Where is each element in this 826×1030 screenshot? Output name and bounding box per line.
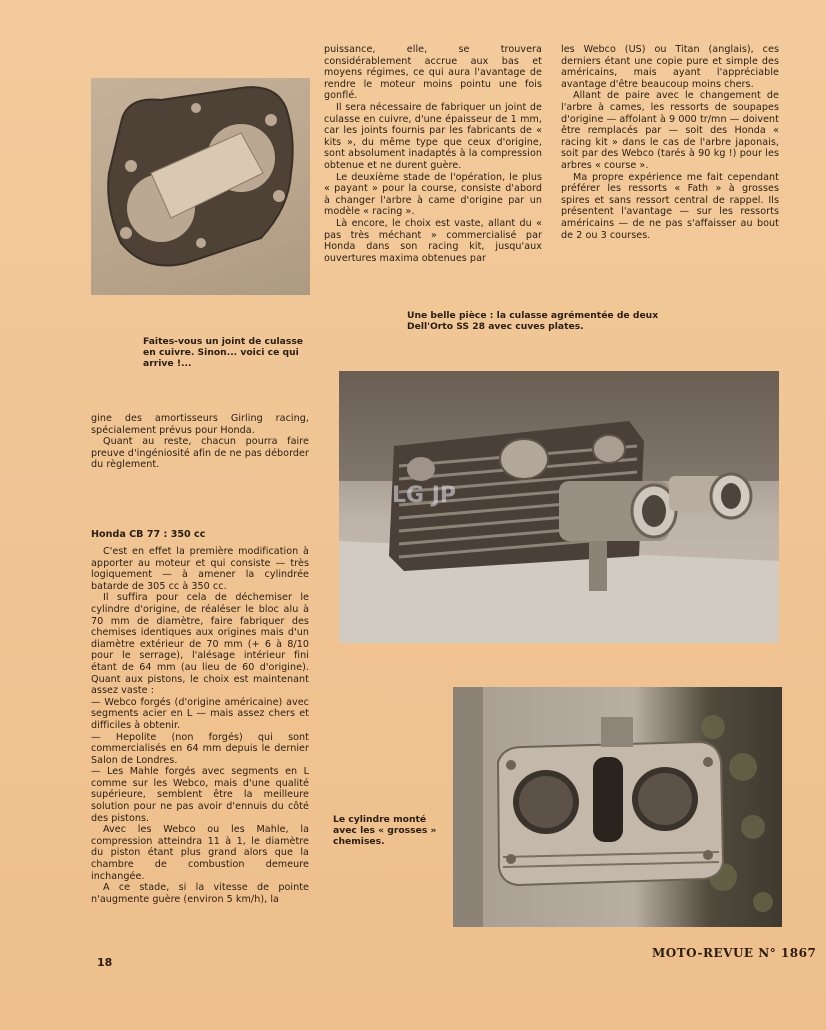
paragraph: Il suffira pour cela de déchemiser le cylindre d'origine, de réaléser le bloc alu à 70 mm de diamètre, faire fabriquer des chemises identiques aux origines mais d'un diamètre extérieur de 70 mm (+ 6 à 8/10 pour le serrage), l'alésage intérieur fini étant de 64 mm (au lieu de 60 d'origine). Quant aux pistons, le choix est maintenant assez vaste : — [91, 592, 309, 697]
caption-cylinder: Le cylindre monté avec les « grosses » chemises. — [333, 814, 437, 847]
column-right-top — [561, 44, 779, 241]
paragraph: A ce stade, si la vitesse de pointe n'augmente guère (environ 5 km/h), la — [91, 882, 309, 905]
paragraph: C'est en effet la première modification à apporter au moteur et qui consiste — très logiquement — à amener la cylindrée batarde de 305 cc à 350 cc. — [91, 546, 309, 592]
photo-cylinder-head — [339, 371, 779, 643]
paragraph: Quant au reste, chacun pourra faire preuve d'ingéniosité afin de ne pas déborder du règlement. — [91, 436, 309, 471]
column-left-middle — [91, 413, 309, 471]
paragraph: Avec les Webco ou les Mahle, la compression atteindra 11 à 1, le diamètre du piston étant plus grand alors que la chambre de combustion demeure inchangée. — [91, 824, 309, 882]
paragraph: Allant de paire avec le changement de l'arbre à cames, les ressorts de soupapes d'origine — affolant à 9 000 tr/mn — doivent être remplacés par — soit des Honda « racing kit » dans le cas de l'arbre japonais, soit par des Webco (tarés à 90 kg !) pour les arbres « course ». — [561, 90, 779, 171]
page-number: 18 — [97, 956, 113, 969]
paragraph: Il sera nécessaire de fabriquer un joint de culasse en cuivre, d'une épaisseur de 1 mm, car les joints fournis par les fabricants de « kits », du même type que ceux d'origine, sont absolument inadaptés à la compression obtenue et ne durent guère. — [324, 101, 542, 171]
column-center-top — [324, 44, 542, 264]
paragraph: — Les Mahle forgés avec segments en L comme sur les Webco, mais d'une qualité supérieure, semblent être la meilleure solution pour ne pas avoir d'ennuis du côté des pistons. — [91, 766, 309, 824]
photo-cylinder-block — [453, 687, 782, 927]
paragraph: Ma propre expérience me fait cependant préférer les ressorts « Fath » à grosses spires et sans ressort central de rappel. Ils présentent l'avantage — sur les ressorts américains — de ne pas s'affaisser au bout de 2 ou 3 courses. — [561, 171, 779, 241]
paragraph: gine des amortisseurs Girling racing, spécialement prévus pour Honda. — [91, 413, 309, 436]
caption-gasket: Faites-vous un joint de culasse en cuivre. Sinon... voici ce qui arrive !... — [143, 336, 304, 369]
section-heading: Honda CB 77 : 350 cc — [91, 529, 206, 540]
paragraph: — Webco forgés (d'origine américaine) avec segments acier en L — mais assez chers et difficiles à obtenir. — [91, 696, 309, 731]
watermark: LG JP — [391, 483, 457, 508]
column-left-bottom — [91, 546, 309, 905]
photo-burnt-gasket — [91, 78, 310, 295]
paragraph: les Webco (US) ou Titan (anglais), ces derniers étant une copie pure et simple des américains, mais ayant l'appréciable avantage d'être beaucoup moins chers. — [561, 44, 779, 90]
paragraph: — Hepolite (non forgés) qui sont commercialisés en 64 mm depuis le dernier Salon de Londres. — [91, 731, 309, 766]
paragraph: Là encore, le choix est vaste, allant du « pas très méchant » commercialisé par Honda dans son racing kit, jusqu'aux ouvertures maxima obtenues par — [324, 217, 542, 264]
paragraph: Le deuxième stade de l'opération, le plus « payant » pour la course, consiste d'abord à changer l'arbre à came d'origine par un modèle « racing ». — [324, 171, 542, 218]
paragraph: puissance, elle, se trouvera considérablement accrue aux bas et moyens régimes, ce qui aura l'avantage de rendre le moteur moins pointu une fois gonflé. — [324, 44, 542, 102]
caption-cylinder-head: Une belle pièce : la culasse agrémentée de deux Dell'Orto SS 28 avec cuves plates. — [407, 310, 659, 332]
magazine-issue: MOTO-REVUE N° 1867 — [652, 946, 817, 960]
